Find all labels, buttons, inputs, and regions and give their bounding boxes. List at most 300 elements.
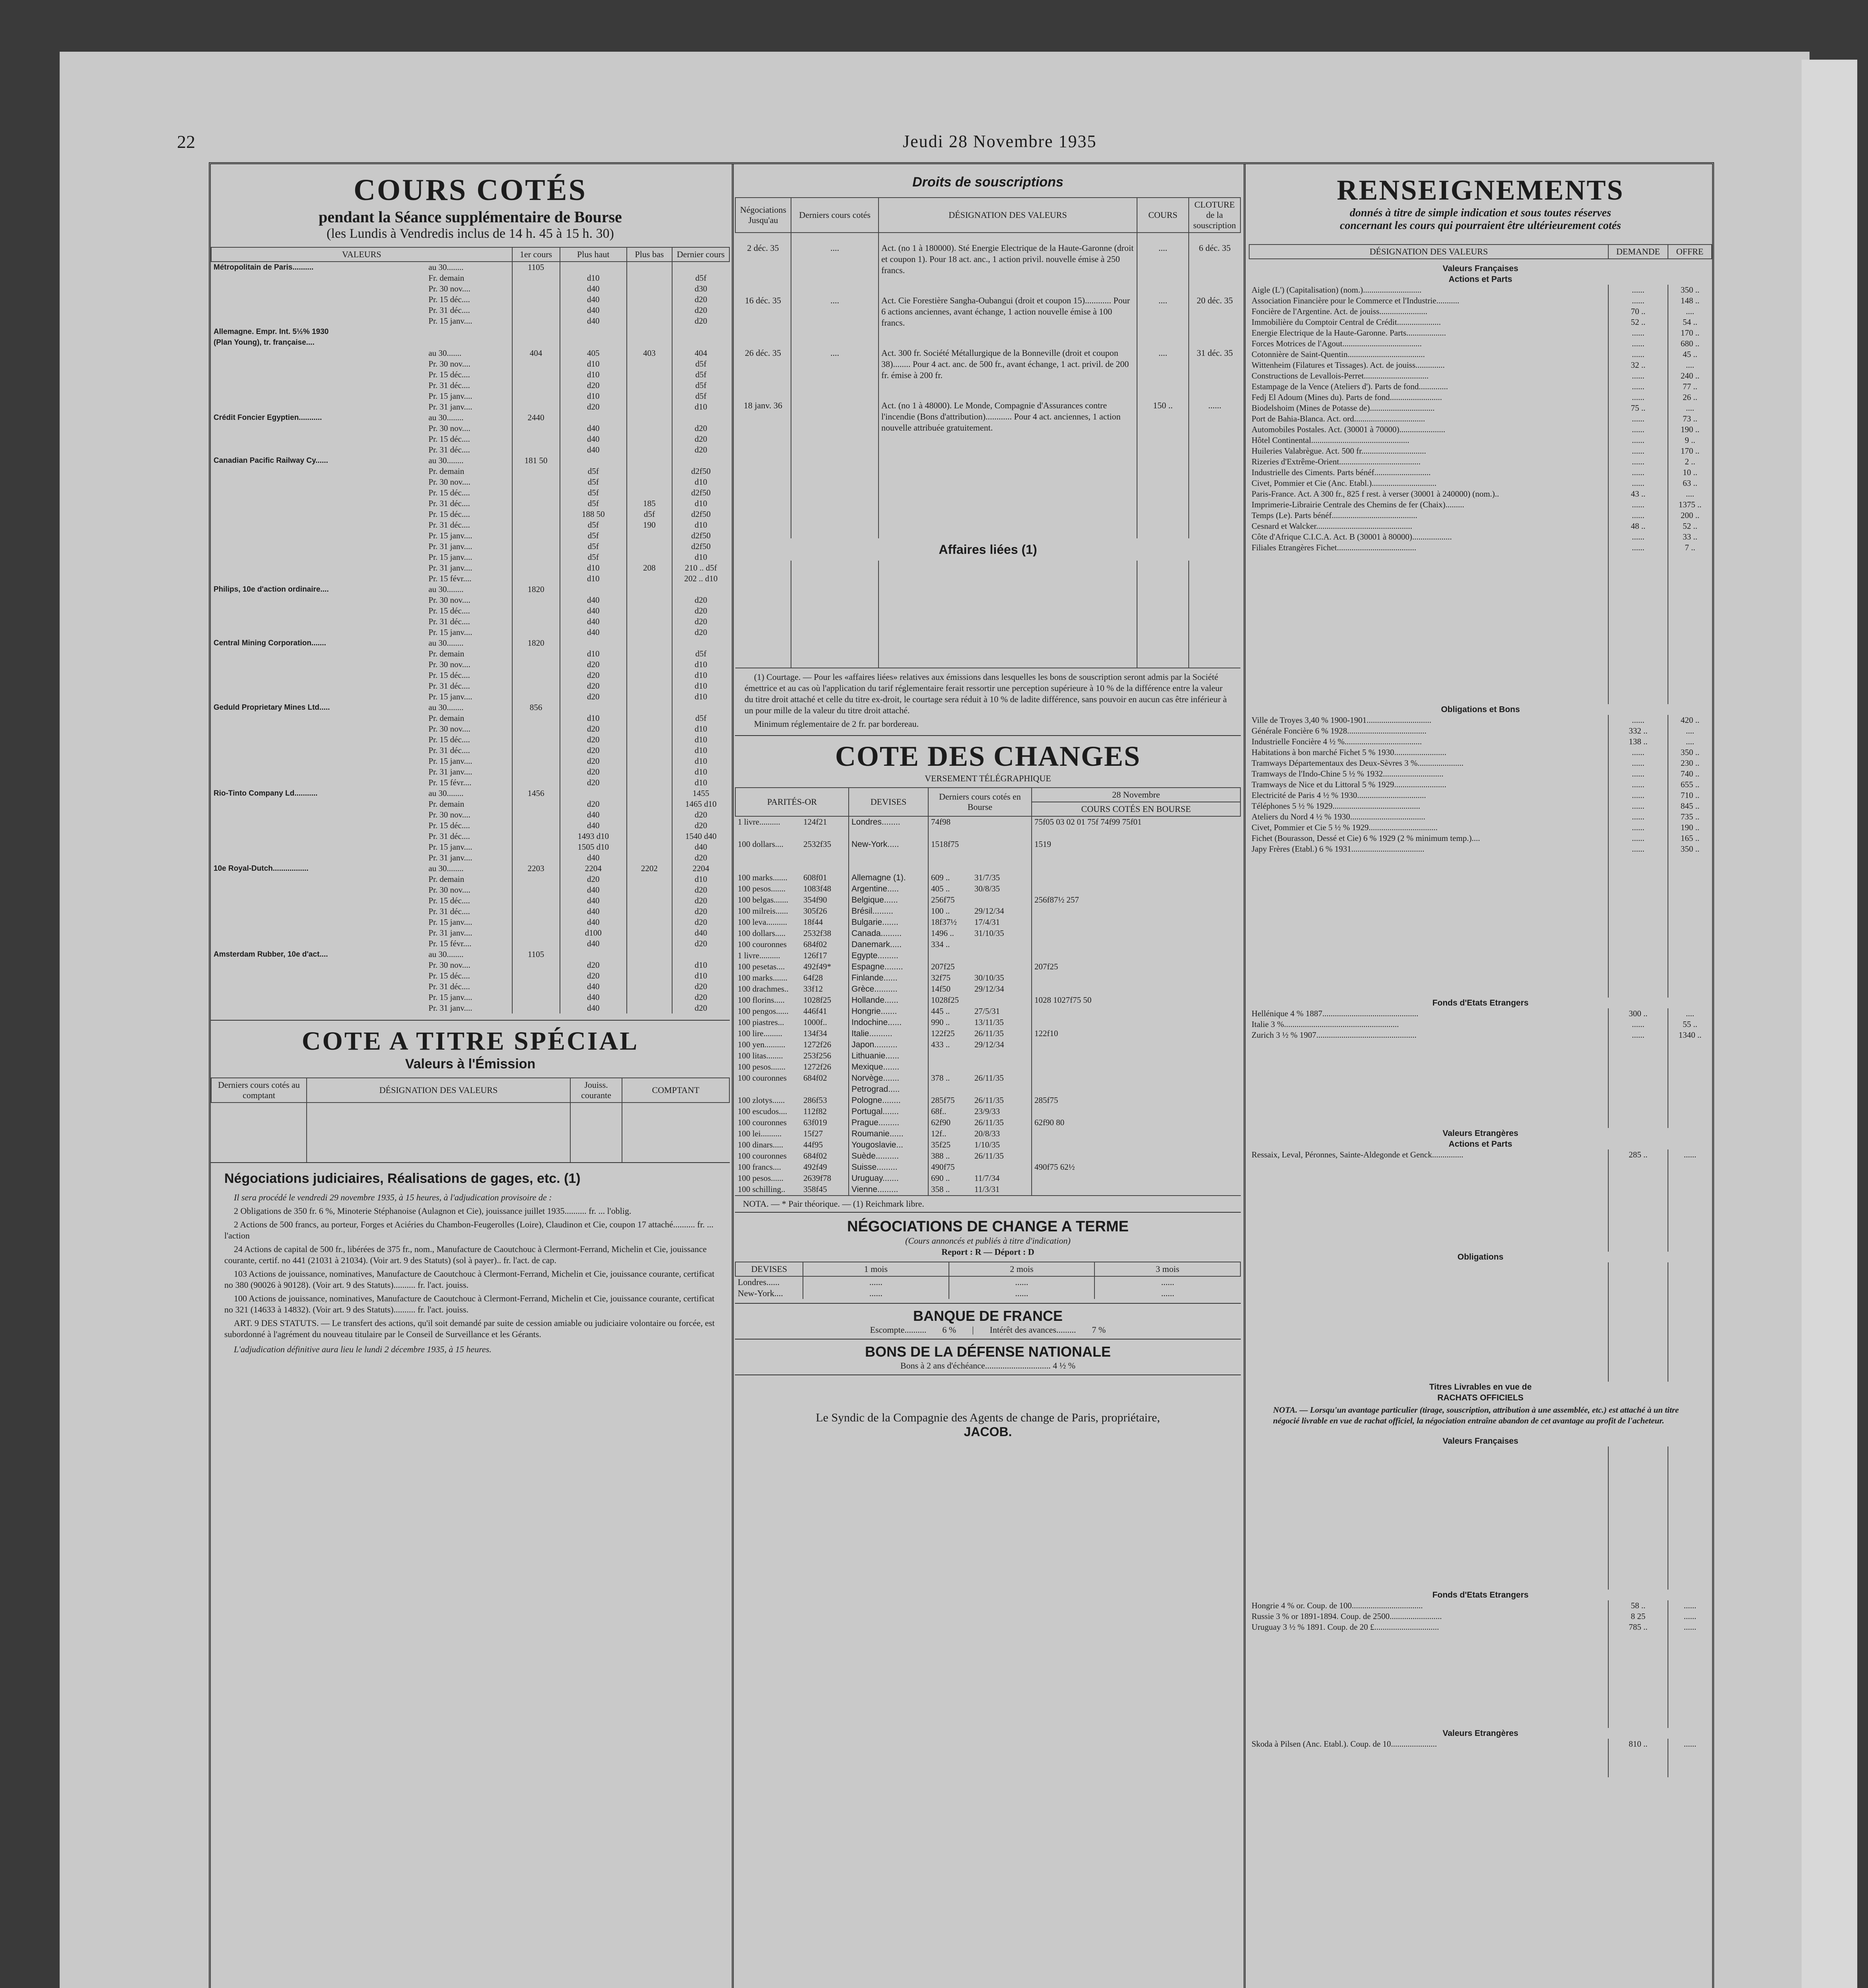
cell-d: d20	[694, 595, 708, 605]
cell-dt: 11/7/34	[972, 1173, 1032, 1184]
section-row	[1249, 1392, 1712, 1403]
cell-n: Ville de Troyes 3,40 % 1900-1901...............................	[1249, 715, 1608, 726]
cell-n: Ressaix, Leval, Péronnes, Sainte-Aldegonde et Genck...............	[1249, 1149, 1608, 1160]
cell-b: d40	[560, 810, 627, 820]
item-text: 24 Actions de capital de 500 fr., libérées de 375 fr., nom., Manufacture de Caoutchouc à Clermont-Ferrand, Michelin et Cie, jouissance courante, certif. no 441 (21031 à 21034). (Voir art. 9 des Statuts) (sol à payer)..	[224, 1244, 707, 1265]
courtage-minimum: Minimum réglementaire de 2 fr. par bordereau.	[754, 719, 919, 729]
cell-c	[627, 885, 672, 895]
cell-c	[627, 466, 672, 477]
cell-c	[627, 445, 672, 455]
cell-dt: 29/12/34	[972, 984, 1032, 995]
cell-d: d5f	[695, 649, 707, 658]
table-row	[1249, 295, 1712, 306]
cell-b	[560, 262, 627, 273]
table-row	[1249, 758, 1712, 769]
cell-d: ......	[1608, 338, 1668, 349]
spacer-row	[1249, 1749, 1712, 1777]
cell-t: Pr. demain	[426, 799, 512, 810]
cell-d: ......	[1608, 424, 1668, 435]
cell-t	[426, 326, 512, 337]
cell-c	[627, 552, 672, 563]
cell-v	[211, 799, 426, 810]
section-row	[1249, 1590, 1712, 1600]
cell-d: ......	[1608, 779, 1668, 790]
cell-c	[627, 810, 672, 820]
cell-a	[512, 670, 560, 681]
spacer-cell	[1668, 854, 1712, 998]
list-item	[224, 1206, 716, 1217]
cell-d: Espagne........	[849, 961, 928, 973]
fonds-etats-2-heading: Fonds d'Etats Etrangers	[1432, 1590, 1529, 1600]
cell-p: 100 escudos....	[738, 1107, 787, 1116]
cell-pv: 15f27	[801, 1128, 849, 1140]
cell-o: 1375 ..	[1678, 500, 1702, 509]
table-row	[211, 509, 729, 520]
cell-c	[627, 423, 672, 434]
section-row	[1249, 1128, 1712, 1139]
cell-c	[627, 434, 672, 445]
cell-p	[735, 850, 801, 861]
spacer-cell	[1249, 1160, 1608, 1252]
cell-v	[211, 756, 426, 767]
cell-o: 63 ..	[1683, 478, 1697, 488]
cell-c	[627, 981, 672, 992]
table-row	[735, 1151, 1240, 1162]
cell-c: 32f75	[931, 973, 951, 982]
cell-d: d5f	[695, 391, 707, 401]
cell-n: Foncière de l'Argentine. Act. de jouiss.......................	[1249, 306, 1608, 317]
table-row	[1249, 747, 1712, 758]
cell-d: ......	[1608, 499, 1668, 510]
cell-v: 10e Royal-Dutch.................	[214, 864, 309, 873]
col-premier-cours: 1er cours	[512, 247, 560, 262]
cell-n: Fedj El Adoum (Mines du). Parts de fond.........................	[1249, 392, 1608, 403]
cell-d: d5f	[695, 359, 707, 369]
cell-d: Brésil.........	[849, 906, 928, 917]
valeurs-etrangeres-2-heading: Valeurs Etrangères	[1442, 1729, 1518, 1738]
table-row	[735, 1039, 1240, 1050]
cell-c: 68f..	[931, 1107, 947, 1116]
cell-c: 185	[627, 498, 672, 509]
table-row	[1249, 478, 1712, 489]
table-row	[211, 584, 729, 595]
cell-d: ......	[1608, 769, 1668, 779]
cell-v	[211, 348, 426, 359]
cell-b: d40	[560, 938, 627, 949]
cell-d: d10	[694, 778, 708, 787]
cell-t: au 30........	[426, 412, 512, 423]
cell-a: 181 50	[512, 455, 560, 466]
table-row	[211, 767, 729, 777]
table-row	[735, 1276, 1240, 1288]
cell-dt	[972, 850, 1032, 861]
cell-b	[560, 702, 627, 713]
cell-p: 1 livre..........	[738, 951, 780, 960]
table-row	[211, 552, 729, 563]
cell-d: ......	[1608, 456, 1668, 467]
cell-c: ......	[1161, 1277, 1174, 1287]
cell-c: 403	[627, 348, 672, 359]
cell-d: 404	[694, 348, 708, 358]
cell-n: Tramways de Nice et du Littoral 5 % 1929.........................	[1249, 779, 1608, 790]
cell-d: Uruguay.......	[849, 1173, 928, 1184]
table-row	[211, 648, 729, 659]
table-row	[211, 423, 729, 434]
table-row	[211, 573, 729, 584]
cell-cc	[1032, 1050, 1240, 1062]
titre-special-table	[211, 1077, 730, 1162]
cell-c	[627, 938, 672, 949]
next-page-edge	[1802, 60, 1857, 1988]
cell-o: ......	[1683, 1150, 1697, 1159]
cell-o: ....	[1686, 1009, 1694, 1018]
cell-c: 256f75	[931, 895, 955, 905]
cell-p: 100 couronnes	[738, 1118, 787, 1127]
cell-dt: 31/7/35	[972, 872, 1032, 883]
section-row	[1249, 1382, 1712, 1392]
cell-pv: 2532f35	[801, 839, 849, 850]
cell-d: ......	[1608, 833, 1668, 844]
cell-n: Temps (Le). Parts bénéf.........................................	[1249, 510, 1608, 521]
cell-b: d20	[560, 960, 627, 971]
cell-d: 2204	[692, 864, 709, 873]
cell-b: d20	[560, 724, 627, 734]
item-text: 2 Obligations de 350 fr. 6 %, Minoterie Stéphanoise (Aulagnon et Cie), jouissance juillet 1935..........	[234, 1206, 587, 1216]
affaires-liees-title: Affaires liées (1)	[939, 542, 1037, 557]
cell-b: d40	[560, 283, 627, 294]
col-dernier-cours: Dernier cours	[672, 247, 729, 262]
cell-d: ......	[1608, 715, 1668, 726]
valeurs-francaises-2-heading: Valeurs Françaises	[1442, 1437, 1518, 1446]
spacer-row	[1249, 1041, 1712, 1128]
souscriptions-title: Droits de souscriptions	[912, 175, 1063, 190]
cell-c	[627, 412, 672, 423]
cell-p: 100 marks.......	[738, 873, 787, 882]
cell-d: ......	[1608, 822, 1668, 833]
spacer-row	[1249, 1633, 1712, 1728]
cell-b: d20	[560, 874, 627, 885]
changes-nota: NOTA. — * Pair théorique. — (1) Reichmark libre.	[735, 1195, 1241, 1212]
cell-d: Belgique......	[849, 895, 928, 906]
rachats-note: NOTA. — Lorsqu'un avantage particulier (tirage, souscription, attribution à une assemblée, etc.) est attaché à un titre négocié livrable en vue de rachat officiel, la négociation entraîne abandon de cet avantage au profit de l'acheteur.	[1273, 1405, 1679, 1425]
cell-v	[211, 852, 426, 863]
cell-o: ....	[1686, 737, 1694, 746]
cell-t: au 30........	[426, 788, 512, 799]
cell-b	[560, 326, 627, 337]
cell-c	[627, 402, 672, 412]
cell-o: 200 ..	[1680, 511, 1700, 520]
cell-d: d10	[694, 670, 708, 680]
cell-v	[211, 885, 426, 895]
spacer-cell	[1608, 1749, 1668, 1777]
item-text: 100 Actions de jouissance, nominatives, Manufacture de Caoutchouc à Clermont-Ferrand, Michelin et Cie, jouissance courante, certificat no 321 (14633 à 14832). (Voir art. 9 des Statuts)..........	[224, 1293, 715, 1314]
table-row	[211, 799, 729, 810]
cell-n: Côte d'Afrique C.I.C.A. Act. B (30001 à 80000)...................	[1249, 532, 1608, 542]
cell-a: 2203	[512, 863, 560, 874]
table-row	[735, 1128, 1240, 1140]
cell-d: d10	[694, 681, 708, 691]
table-row	[211, 337, 729, 348]
cell-cc: 1028 1027f75 50	[1034, 995, 1092, 1005]
col-cloture: CLOTURE de la souscription	[1189, 198, 1240, 233]
cell-n: Civet, Pommier et Cie 5 ½ % 1929.................................	[1249, 822, 1608, 833]
cell-d: 52 ..	[1608, 317, 1668, 328]
col-derniers-cours-cotes: Derniers cours cotés	[791, 198, 879, 233]
cell-v	[211, 606, 426, 616]
cell-v	[211, 402, 426, 412]
cell-a	[512, 724, 560, 734]
cell-text: Act. (no 1 à 180000). Sté Energie Electrique de la Haute-Garonne (droit et coupon 1). Pour 18 act. anc., 1 action privil. nouvelle émise à 250 francs.	[879, 233, 1137, 285]
cell-c	[928, 828, 972, 839]
cell-d: ......	[1608, 285, 1668, 295]
courtage-text: (1) Courtage. — Pour les «affaires liées» relatives aux émissions dans lesquelles les bons de souscription seront admis par la Société émettrice et au cas où l'application du tarif réglementaire ferait ressortir une perception supérieure à 10 % de la différence entre la valeur du titre droit attaché et celle du titre ex-droit, le courtage sera réduit à 10 % de ladite différence, sans pouvoir en aucun cas être inférieur à un pour mille de la valeur du titre droit attaché.	[744, 672, 1227, 715]
cell-v	[211, 767, 426, 777]
list-item	[224, 1268, 716, 1291]
cell-o: 190 ..	[1680, 425, 1700, 434]
table-row	[211, 616, 729, 627]
cell-b: d5f	[560, 552, 627, 563]
table-row	[735, 1095, 1240, 1106]
section-row	[1249, 1139, 1712, 1149]
cell-n: Générale Foncière 6 % 1928......................................	[1249, 726, 1608, 736]
table-row	[1249, 403, 1712, 414]
col-parites-or: PARITÉS-OR	[735, 788, 849, 816]
cell-d: d10	[694, 724, 708, 734]
cell-p: 100 francs....	[738, 1162, 781, 1172]
cell-c	[627, 541, 672, 552]
cell-dt	[972, 1050, 1032, 1062]
cell-d: ......	[1608, 328, 1668, 338]
cell-c	[627, 777, 672, 788]
cell-b: d20	[560, 380, 627, 391]
cell-date: 2 déc. 35	[735, 233, 791, 285]
cell-v	[211, 777, 426, 788]
cell-b: d40	[560, 595, 627, 606]
cell-p: 100 drachmes..	[738, 984, 789, 994]
changes-subtitle: VERSEMENT TÉLÉGRAPHIQUE	[925, 773, 1051, 783]
cell-t: Pr. demain	[426, 466, 512, 477]
rachats-heading-2: RACHATS OFFICIELS	[1437, 1393, 1524, 1402]
cell-d: Canada.........	[849, 928, 928, 939]
cell-t: Fr. demain	[426, 273, 512, 283]
cell-b: d40	[560, 1003, 627, 1013]
cell-date: 16 déc. 35	[735, 285, 791, 338]
cell-d	[672, 326, 729, 337]
cell-t: Pr. 31 janv....	[426, 1003, 512, 1013]
obligations-bons-heading: Obligations et Bons	[1441, 705, 1520, 714]
table-row	[1249, 790, 1712, 801]
cell-o: 240 ..	[1680, 371, 1700, 381]
cell-c	[627, 262, 672, 273]
cell-b: d5f	[560, 487, 627, 498]
cell-p: 100 pesos.......	[738, 884, 786, 893]
cell-cc	[1032, 973, 1240, 984]
cell-b: d10	[560, 273, 627, 283]
cell-d: ......	[1608, 467, 1668, 478]
cell-c	[627, 949, 672, 960]
cell-p: 100 zlotys......	[738, 1095, 785, 1105]
cell-c	[627, 294, 672, 305]
cell-t: Pr. 15 janv....	[426, 691, 512, 702]
table-row	[211, 702, 729, 713]
cell-v	[211, 895, 426, 906]
cell-v	[211, 906, 426, 917]
cell-o: ....	[1686, 489, 1694, 499]
spacer-cell	[1249, 1446, 1608, 1590]
section-row	[1249, 704, 1712, 715]
spacer-row	[1249, 1160, 1712, 1252]
spacer-cell	[1249, 553, 1608, 704]
rule-2	[1244, 164, 1246, 1988]
cell-b: d10	[560, 563, 627, 573]
col-valeurs: VALEURS	[211, 247, 512, 262]
cell-a	[512, 681, 560, 691]
cell-v	[211, 509, 426, 520]
table-row	[211, 756, 729, 767]
cell-t: Pr. 31 déc....	[426, 380, 512, 391]
cell-d: d40	[694, 928, 708, 938]
cell-v: Geduld Proprietary Mines Ltd.....	[214, 703, 330, 712]
cell-b	[560, 949, 627, 960]
cell-v	[211, 1003, 426, 1013]
cell-v: Amsterdam Rubber, 10e d'act....	[214, 950, 328, 959]
cell-dt: 13/11/35	[972, 1017, 1032, 1028]
cell-t: Pr. 31 déc....	[426, 906, 512, 917]
cell-c	[627, 831, 672, 842]
cell-n: Forces Motrices de l'Agout......................................	[1249, 338, 1608, 349]
cell-t: Pr. 15 janv....	[426, 552, 512, 563]
cell-c	[627, 648, 672, 659]
renseignements-title: RENSEIGNEMENTS	[1337, 174, 1624, 206]
cell-c: 2202	[627, 863, 672, 874]
cell-d: 138 ..	[1608, 736, 1668, 747]
cell-a	[512, 595, 560, 606]
cell-c	[627, 380, 672, 391]
cours-cotes-subtitle: pendant la Séance supplémentaire de Bourse	[319, 208, 622, 226]
cell-d: 300 ..	[1608, 1008, 1668, 1019]
cell-d: 58 ..	[1608, 1600, 1668, 1611]
cell-c	[627, 756, 672, 767]
table-row	[211, 681, 729, 691]
renseignements-body	[1249, 259, 1712, 1777]
cours-cotes-table	[211, 247, 730, 1013]
table-row	[735, 906, 1240, 917]
cell-v	[211, 530, 426, 541]
table-row	[211, 402, 729, 412]
table-row	[735, 1288, 1240, 1299]
cell-dt: 26/11/35	[972, 1028, 1032, 1039]
table-row	[1249, 489, 1712, 499]
cell-c: 62f90	[931, 1118, 951, 1127]
table-row	[1249, 1611, 1712, 1622]
cell-cc	[1032, 1140, 1240, 1151]
banque-title: BANQUE DE FRANCE	[913, 1308, 1063, 1324]
cell-p: 100 milreis......	[738, 906, 788, 916]
cell-d: ......	[1608, 435, 1668, 446]
cell-t: Pr. 31 déc....	[426, 616, 512, 627]
cours-cotes-title: COURS COTÉS	[354, 173, 587, 207]
cell-d: d10	[694, 660, 708, 669]
table-row	[211, 659, 729, 670]
item-price: fr. l'act. jouiss.	[418, 1305, 469, 1314]
cell-a	[512, 380, 560, 391]
cell-b: d40	[560, 305, 627, 316]
cell-d: ......	[1608, 446, 1668, 456]
table-row	[735, 1028, 1240, 1039]
cell-dt: 29/12/34	[972, 1039, 1032, 1050]
cell-a	[512, 842, 560, 852]
cell-p: 100 belgas.......	[738, 895, 789, 905]
table-row	[735, 1184, 1240, 1195]
cell-n: Italie 3 %.......................................................	[1249, 1019, 1608, 1030]
cell-pv: 492f49	[801, 1162, 849, 1173]
cell-cc	[1032, 928, 1240, 939]
cell-t: Pr. 31 janv....	[426, 767, 512, 777]
cell-dt	[972, 950, 1032, 961]
cell-n: Association Financière pour le Commerce et l'Industrie...........	[1249, 295, 1608, 306]
cell-d: ......	[1608, 758, 1668, 769]
cell-pv: 1000f..	[801, 1017, 849, 1028]
table-row	[735, 285, 1240, 338]
cell-pv: 124f21	[801, 816, 849, 828]
cell-p: 100 litas........	[738, 1051, 783, 1060]
table-row	[735, 961, 1240, 973]
cell-pv: 112f82	[801, 1106, 849, 1117]
cell-t: Pr. 15 févr....	[426, 573, 512, 584]
cell-c	[627, 627, 672, 638]
cell-b: d20	[560, 767, 627, 777]
cell-t: Pr. 15 déc....	[426, 434, 512, 445]
cell-d: d5f	[695, 381, 707, 390]
cell-o: 170 ..	[1680, 328, 1700, 338]
cell-cc: 1519	[1034, 839, 1051, 849]
terme-subtitle: (Cours annoncés et publiés à titre d'indication)	[905, 1236, 1071, 1246]
cell-c: 35f25	[931, 1140, 951, 1149]
cell-n: Téléphones 5 ½ % 1929..........................................	[1249, 801, 1608, 812]
cell-v	[211, 842, 426, 852]
cell-d: d20	[694, 982, 708, 991]
table-row	[1249, 349, 1712, 360]
cell-pv: 18f44	[801, 917, 849, 928]
cell-v	[211, 369, 426, 380]
cell-v	[211, 670, 426, 681]
cell-v	[211, 283, 426, 294]
column-renseignements	[1249, 164, 1712, 1988]
table-row	[1249, 467, 1712, 478]
cell-n: Skoda à Pilsen (Anc. Etabl.). Coup. de 10......................	[1249, 1739, 1608, 1749]
cell-a	[512, 820, 560, 831]
cell-v	[211, 316, 426, 326]
cell-cc	[1032, 906, 1240, 917]
cell-text: Act. Cie Forestière Sangha-Oubangui (droit et coupon 15)............ Pour 6 actions anciennes, avant échange, 1 action nouvelle émise à 100 francs.	[879, 285, 1137, 338]
cell-a	[512, 960, 560, 971]
cell-a	[512, 423, 560, 434]
cell-cc	[1032, 828, 1240, 839]
cours-cotes-body	[211, 262, 729, 1013]
cell-d: d2f50	[691, 542, 711, 551]
cell-d: 210 .. d5f	[685, 563, 717, 573]
item-text: 2 Actions de 500 francs, au porteur, Forges et Aciéries du Chambon-Feugerolles (Loire), Claudinon et Cie, coupon 17 attaché..........	[234, 1219, 695, 1229]
cell-a	[512, 283, 560, 294]
cell-v	[211, 627, 426, 638]
col-negociations: Négociations Jusqu'au	[735, 198, 791, 233]
cell-t: Pr. 31 janv....	[426, 928, 512, 938]
syndic-line: Le Syndic de la Compagnie des Agents de change de Paris, propriétaire,	[816, 1411, 1160, 1424]
cell-t: Pr. 15 déc....	[426, 606, 512, 616]
cell-d: Argentine.....	[849, 883, 928, 895]
table-row	[211, 852, 729, 863]
table-row	[735, 1006, 1240, 1017]
